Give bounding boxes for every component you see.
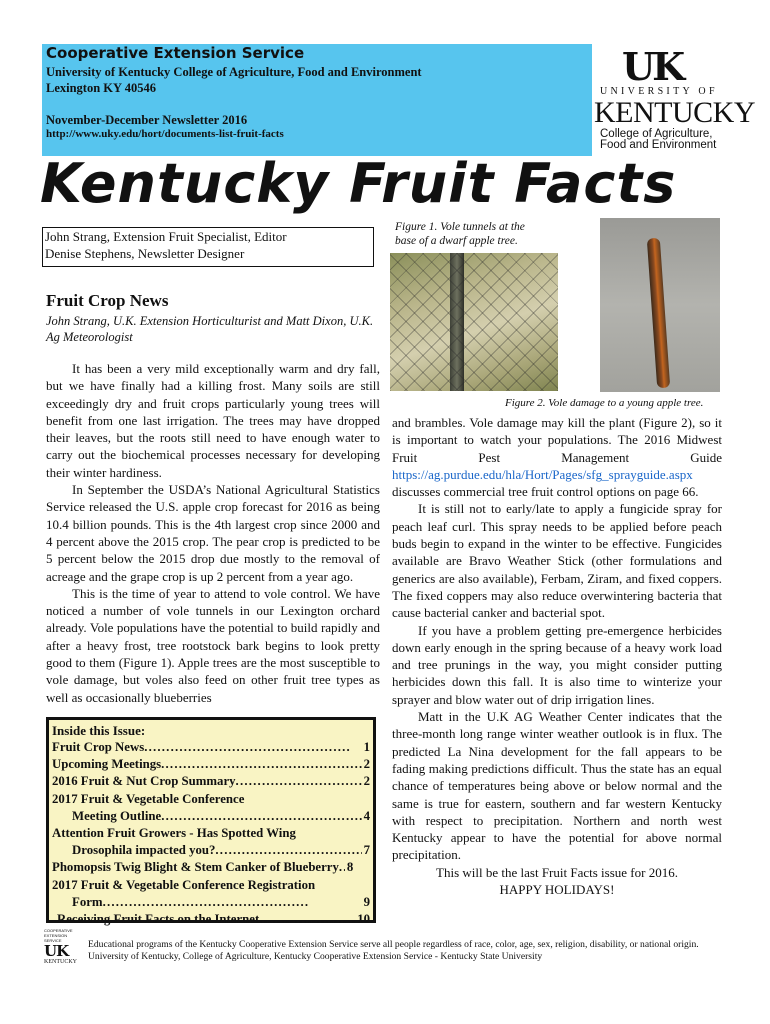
designer-line: Denise Stephens, Newsletter Designer [45,246,245,261]
paragraph: and brambles. Vole damage may kill the plant (Figure 2), so it is important to watch your populations. The 2016 Midwest Fruit Pest Management Guide https://ag.purdue.edu/hla/Hort/Pages/sfg_sprayguide.aspx discusses commercial tree fruit control options on page 66. [392,415,722,500]
toc-item[interactable]: Receiving Fruit Facts on the Internet . . . 10 [52,911,370,928]
header-banner [42,44,592,156]
footer-uk-mark: UK [44,942,69,960]
right-column [392,414,722,898]
logo-college-line2: Food and Environment [600,139,717,151]
closing-line: This will be the last Fruit Facts issue for 2016. [436,864,678,880]
editor-box [42,227,374,267]
footer-text [88,939,738,963]
college-name: University of Kentucky College of Agriculture, Food and Environment [46,65,422,79]
wire-mesh [390,253,558,391]
inside-this-issue [46,717,376,927]
toc-item[interactable]: 2017 Fruit & Vegetable Conference [52,791,245,806]
footer-line-2: University of Kentucky, College of Agriculture, Kentucky Cooperative Extension Service - Kentucky State University [88,951,543,962]
inside-heading: Inside this Issue: [52,723,146,738]
paragraph: Matt in the U.K AG Weather Center indicates that the three-month long range winter weather outlook is in flux. The predicted La Nina development for the fall appears to be fading making predictions difficult. Thus the state has an equal chance of temperatures being above or below normal and the same is true for eastern, southern and far western Kentucky with respect to precipitation. Northern and north west Kentucky appear to have the potential for above normal precipitation. [392,709,722,863]
toc-item-cont[interactable]: Form . . . 9 [52,894,370,911]
paragraph: If you have a problem getting pre-emergence herbicides down early enough in the spring because of a heavy work load and tree prunings in the way, you might consider putting herbicides down this fall. It is also time to winterize your sprayer and blow water out of drip irrigation lines. [392,622,722,707]
footer-kentucky: KENTUCKY [44,959,77,965]
figure-1-photo [390,253,558,391]
footer-logo [44,928,84,976]
toc-item[interactable]: Phomopsis Twig Blight & Stem Canker of Blueberry . . . 8 [52,859,370,876]
toc-item[interactable]: Fruit Crop News . . . 1 [52,739,370,756]
uk-mark: UK [622,44,683,89]
logo-college-line1: College of Agriculture, [600,128,713,140]
paragraph: It has been a very mild exceptionally warm and dry fall, but we have finally had a killing frost. Many soils are still exceedingly dry and fruit crops particularly young trees will benefit from one last irrigation. The trees may have dropped their leaves, but the roots still need to have enough water to carry out the biochemical processes necessary for developing their winter hardiness. [46,361,380,480]
article-byline: John Strang, U.K. Extension Horticulturist and Matt Dixon, U.K. Ag Meteorologist [46,314,374,344]
uk-logo [594,44,755,154]
logo-college [600,129,716,151]
issue-date: November-December Newsletter 2016 [46,113,248,127]
left-column [46,360,380,706]
paragraph: It is still not to early/late to apply a fungicide spray for peach leaf curl. This spray needs to be applied before peach buds begin to expand in the winter to be effective. Fungicides available are Bravo Weather Stick (other formulations and generics are also available), Ferbam, Ziram, and fixed coppers. The fixed coppers may also reduce overwintering bacteria that cause bacterial canker and bacterial spot. [392,501,722,621]
org-name: Cooperative Extension Service [46,44,305,62]
paragraph: In September the USDA’s National Agricultural Statistics Service released the U.S. apple crop forecast for 2016 as being 10.4 billion pounds. This is the 4th largest crop since 2000 and 4 percent above the 2015 crop. The pear crop is predicted to be 5 percent below the 2015 drop due mostly to the removal of acreage and the grape crop is up 2 percent from a year ago. [46,482,380,584]
toc-item[interactable]: Upcoming Meetings . . . 2 [52,756,370,773]
holiday-greeting: HAPPY HOLIDAYS! [499,882,615,898]
toc-item[interactable]: Attention Fruit Growers - Has Spotted Wing [52,826,296,841]
toc-item[interactable]: 2016 Fruit & Nut Crop Summary . . . 2 [52,773,370,790]
newsletter-url[interactable]: http://www.uky.edu/hort/documents-list-fruit-facts [46,128,284,140]
address: Lexington KY 40546 [46,81,156,95]
toc-item[interactable]: 2017 Fruit & Vegetable Conference Registration [52,877,316,892]
logo-university: UNIVERSITY OF [600,86,718,97]
newsletter-title: Kentucky Fruit Facts [40,152,677,215]
toc-item-cont[interactable]: Meeting Outline . . . 4 [52,808,370,825]
article-title: Fruit Crop News [46,291,169,310]
footer-logo-text: COOPERATIVE EXTENSION SERVICE [44,928,73,943]
paragraph: This is the time of year to attend to vole control. We have noticed a number of vole tunnels in our Lexington orchard already. Vole populations have the potential to build rapidly and after a heavy frost, tree rootstock bark begins to look pretty good to them (Figure 1). Apple trees are the most susceptible to vole damage, but voles also feed on other fruit tree types as well as occasionally blueberries [46,585,380,705]
footer-line-1: Educational programs of the Kentucky Cooperative Extension Service serve all people regardless of race, color, age, sex, religion, disability, or national origin. [88,939,699,950]
spray-guide-link[interactable]: https://ag.purdue.edu/hla/Hort/Pages/sfg_sprayguide.aspx [392,466,693,482]
damaged-stem [647,238,670,389]
figure-2-photo [600,218,720,392]
editor-line: John Strang, Extension Fruit Specialist, Editor [45,229,287,244]
figure-2-caption: Figure 2. Vole damage to a young apple tree. [505,397,704,409]
logo-kentucky: KENTUCKY [594,96,755,129]
toc-item-cont[interactable]: Drosophila impacted you? . . . 7 [52,842,370,859]
figure-1-caption: Figure 1. Vole tunnels at the base of a dwarf apple tree. [395,221,525,247]
